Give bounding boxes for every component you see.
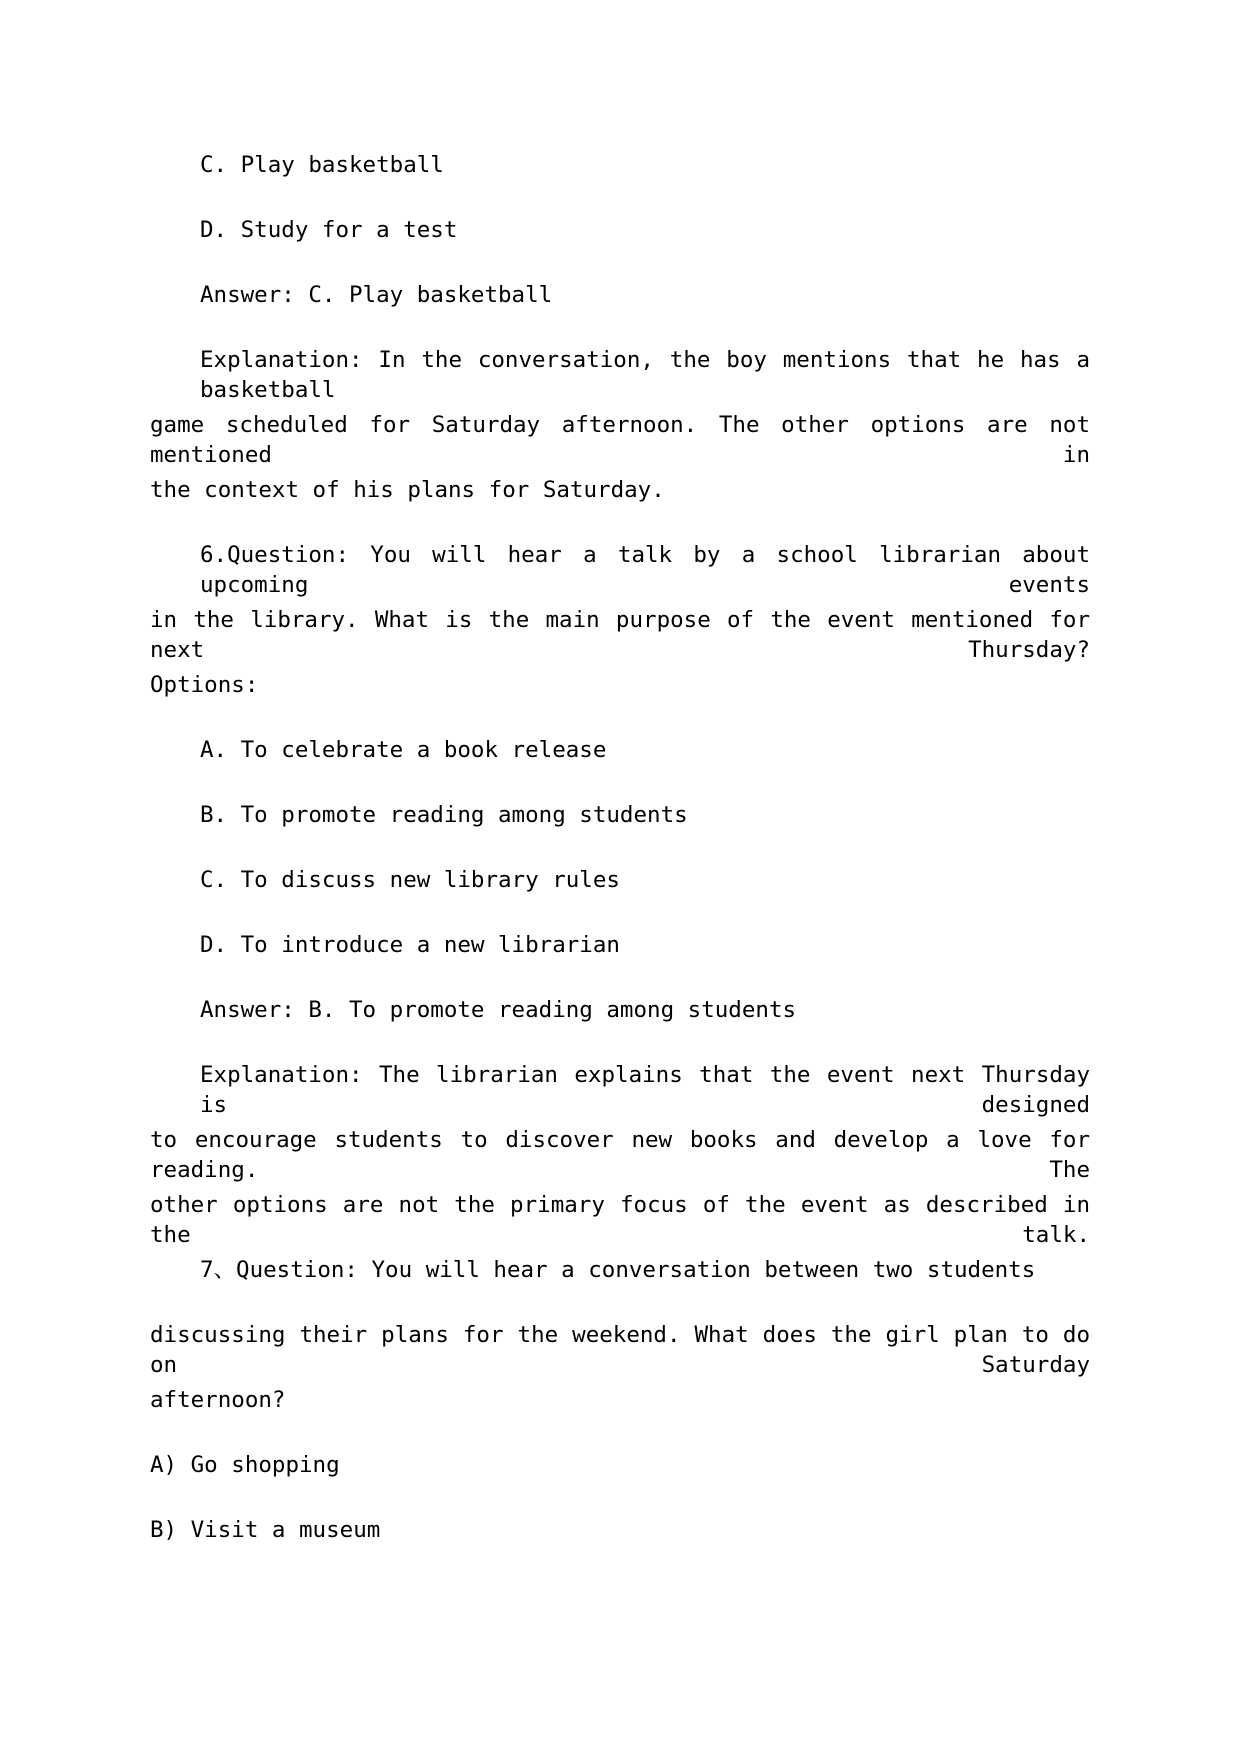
q5-answer: Answer: C. Play basketball [200, 282, 553, 308]
q6-options-label: Options: [150, 672, 259, 698]
q6-answer: Answer: B. To promote reading among students [200, 997, 797, 1023]
q6-option-b: B. To promote reading among students [200, 802, 688, 828]
q6-option-d: D. To introduce a new librarian [200, 932, 620, 958]
q6-explanation-line-3: other options are not the primary focus of the event as described in the talk. [150, 1192, 1090, 1248]
q5-option-d: D. Study for a test [200, 217, 458, 243]
q5-option-c: C. Play basketball [200, 152, 444, 178]
q5-explanation-line-1: Explanation: In the conversation, the boy mentions that he has a basketball [200, 347, 1090, 403]
q7-question-line-2: discussing their plans for the weekend. What does the girl plan to do on Saturday [150, 1322, 1090, 1378]
q6-option-a: A. To celebrate a book release [200, 737, 607, 763]
q5-explanation-line-3: the context of his plans for Saturday. [150, 477, 665, 503]
q6-question-line-1: 6.Question: You will hear a talk by a school librarian about upcoming events [200, 542, 1090, 598]
q6-explanation-line-2: to encourage students to discover new books and develop a love for reading. The [150, 1127, 1090, 1183]
q7-question-line-3: afternoon? [150, 1387, 286, 1413]
q6-option-c: C. To discuss new library rules [200, 867, 620, 893]
q6-explanation-line-1: Explanation: The librarian explains that the event next Thursday is designed [200, 1062, 1090, 1118]
q5-explanation-line-2: game scheduled for Saturday afternoon. The other options are not mentioned in [150, 412, 1090, 468]
q7-option-a: A) Go shopping [150, 1452, 340, 1478]
q6-question-line-2: in the library. What is the main purpose of the event mentioned for next Thursday? [150, 607, 1090, 663]
q7-question-line-1: 7、Question: You will hear a conversation between two students [200, 1257, 1036, 1283]
q7-option-b: B) Visit a museum [150, 1517, 381, 1543]
